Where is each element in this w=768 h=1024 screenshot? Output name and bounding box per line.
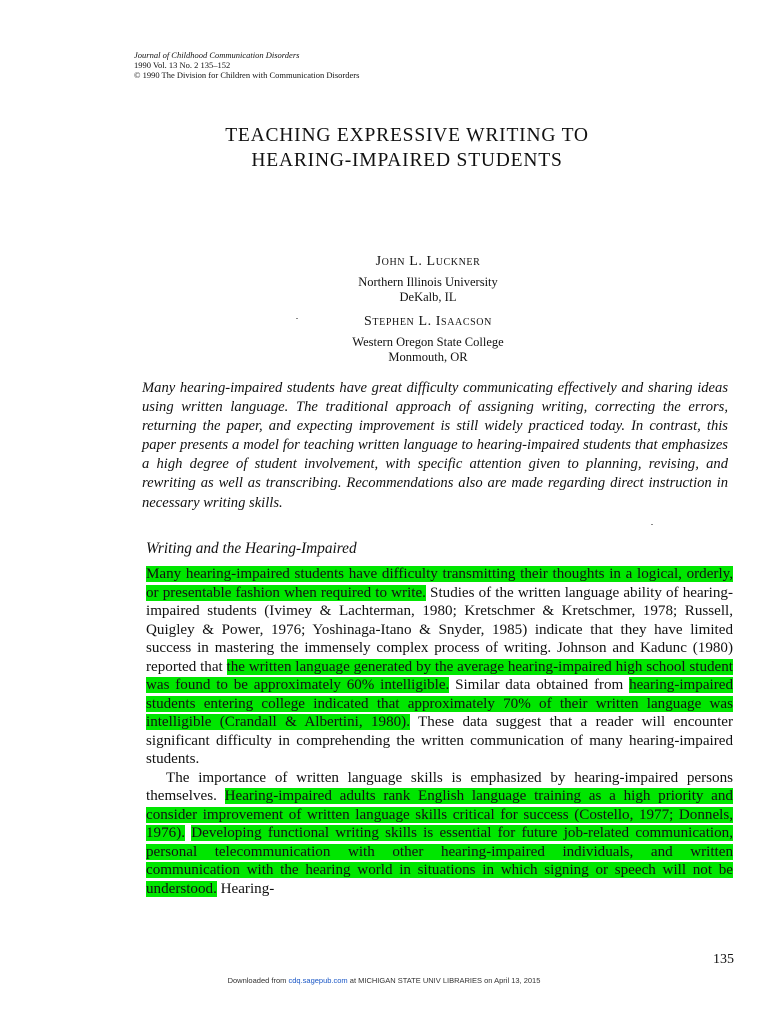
body-text-segment: These data suggest that a reader will encounter significant difficulty in comprehending the written communication of many hearing-impaired students. <box>146 714 733 767</box>
abstract <box>142 379 728 513</box>
page-number: 135 <box>713 952 734 967</box>
author-block-2 <box>0 314 768 365</box>
title-line-1: TEACHING EXPRESSIVE WRITING TO <box>225 125 589 146</box>
author-affiliation: Western Oregon State College <box>352 335 504 349</box>
title-line-2: HEARING-IMPAIRED STUDENTS <box>251 150 563 171</box>
highlighted-text: Hearing-impaired adults rank English language training as a high priority and consider improvement of written language skills critical for success (Costello, 1977; Donnels, 1976). <box>146 788 733 841</box>
article-title <box>0 123 768 173</box>
author-location: DeKalb, IL <box>399 290 457 304</box>
body-text-segment: Studies of the written language ability of hearing-impaired students (Ivimey & Lachterman, 1980; Kretschmer & Kretschmer, 1978; Russell, Quigley & Power, 1976; Yoshinaga-Itano & Snyder, 1985) indicate that they have limited success in mastering the immensely complex process of writing. Johnson and Kadunc (1980) reported that <box>146 584 733 675</box>
paragraph-1 <box>146 565 733 769</box>
author-name: Stephen L. Isaacson <box>364 314 492 329</box>
author-location: Monmouth, OR <box>388 350 468 364</box>
author-name: John L. Luckner <box>375 254 481 269</box>
body-text-segment: The importance of written language skills is emphasized by hearing-impaired persons themselves. <box>146 769 733 804</box>
footer-prefix: Downloaded from <box>227 976 289 985</box>
journal-name: Journal of Childhood Communication Disorders <box>134 50 300 60</box>
highlighted-text: hearing-impaired students entering college indicated that approximately 70% of their written language was intelligible (Crandall & Albertini, 1980). <box>146 677 733 730</box>
footer-link[interactable]: cdq.sagepub.com <box>288 976 348 985</box>
journal-copyright: © 1990 The Division for Children with Communication Disorders <box>134 70 360 80</box>
body-text <box>146 565 733 898</box>
scan-speck <box>296 318 298 319</box>
footer-suffix: at MICHIGAN STATE UNIV LIBRARIES on April 13, 2015 <box>347 976 541 985</box>
abstract-text: Many hearing-impaired students have great difficulty communicating effectively and sharing ideas using written language. The traditional approach of assigning writing, correcting the errors, returning the paper, and expecting improvement is still widely practiced today. In contrast, this paper presents a model for teaching written language to hearing-impaired students that emphasizes a high degree of student involvement, with specific attention given to planning, revising, and rewriting as well as transcribing. Recommendations also are made regarding direct instruction in necessary writing skills. <box>142 380 728 511</box>
body-text-segment: Hearing- <box>216 880 275 897</box>
journal-volume: 1990 Vol. 13 No. 2 135–152 <box>134 60 231 70</box>
highlighted-text: the written language generated by the average hearing-impaired high school student was found to be approximately 60% intelligible. <box>146 658 734 693</box>
highlighted-text: Many hearing-impaired students have difficulty transmitting their thoughts in a logical, orderly, or presentable fashion when required to write. <box>146 566 733 601</box>
author-block-1 <box>0 254 768 305</box>
scan-speck <box>651 524 653 525</box>
download-footer <box>0 976 768 985</box>
author-affiliation: Northern Illinois University <box>358 275 498 289</box>
journal-header <box>134 50 359 80</box>
body-text-segment: Similar data obtained from <box>449 677 630 693</box>
section-heading: Writing and the Hearing-Impaired <box>146 540 357 557</box>
highlighted-text: Developing functional writing skills is essential for future job-related communication, personal telecommunication with other hearing-impaired individuals, and written communication with the hearing world in situations in which signing or speech will not be understood. <box>146 825 733 897</box>
paragraph-2 <box>146 769 733 899</box>
